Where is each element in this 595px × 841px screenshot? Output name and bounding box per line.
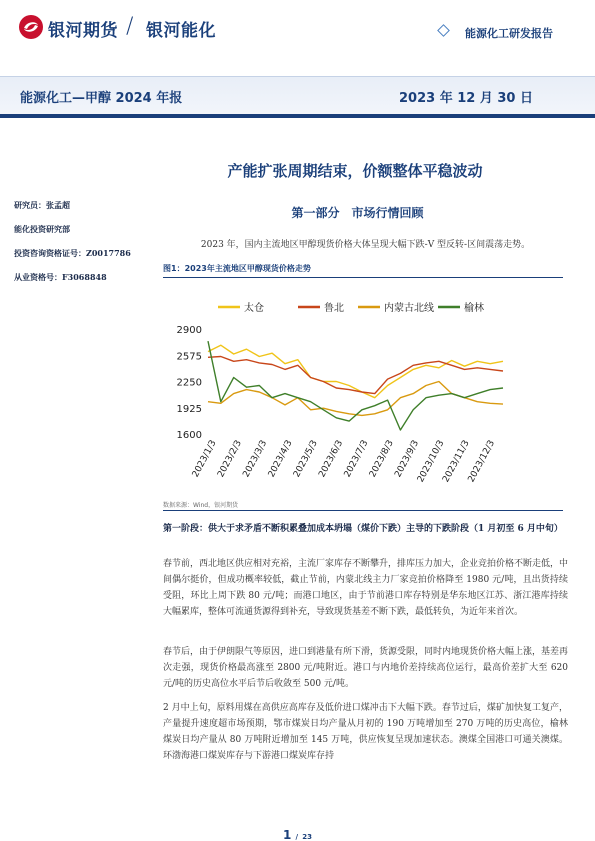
y-tick-label: 2250 bbox=[176, 377, 202, 389]
page-sep: / bbox=[295, 833, 299, 841]
author-info bbox=[14, 193, 142, 289]
brand-name: 银河期货 bbox=[48, 21, 118, 41]
page-number bbox=[0, 828, 595, 841]
department: 能化投资研究部 bbox=[14, 224, 70, 234]
x-tick-label: 2023/10/3 bbox=[415, 438, 447, 485]
x-tick-label: 2023/5/3 bbox=[292, 438, 320, 480]
legend-label: 内蒙古北线 bbox=[384, 303, 434, 314]
report-type: 能源化工研发报告 bbox=[465, 27, 553, 40]
figure-caption: 图1：2023年主流地区甲醇现货价格走势 bbox=[163, 263, 563, 278]
intro-paragraph: 2023 年，国内主流地区甲醇现货价格大体呈现大幅下跌-V 型反转-区间震荡走势。 bbox=[200, 240, 531, 250]
page-total: 23 bbox=[302, 833, 313, 841]
stage-heading: 第一阶段：供大于求矛盾不断积累叠加成本坍塌（煤价下跌）主导的下跌阶段（1 月初至 6 月中旬） bbox=[163, 524, 563, 534]
x-tick-label: 2023/8/3 bbox=[367, 438, 396, 480]
x-tick-label: 2023/4/3 bbox=[266, 438, 295, 480]
x-tick-label: 2023/9/3 bbox=[393, 438, 422, 480]
price-trend-chart bbox=[163, 279, 563, 491]
y-tick-label: 1925 bbox=[176, 403, 202, 415]
practice-number: 从业资格号：F3068848 bbox=[14, 272, 107, 282]
x-tick-label: 2023/7/3 bbox=[342, 438, 371, 480]
paragraph-1: 春节前，西北地区供应相对充裕，主流厂家库存不断攀升，排库压力加大，企业竞拍价格不断走低，中间偶尔挺价，但成功概率较低，截止节前，内蒙北线主力厂家竞拍价格降至 1980 元/吨，且出货持续受阻，环比上周下跌 80 元/吨；而港口地区，由于节前港口库存特别是华东地区江苏、浙江港库持续大幅累库，整体可流通货源得到补充，导致现货基差不断下跌，最低转负，为近年来首次。 bbox=[163, 559, 569, 617]
brand-subname: 银河能化 bbox=[146, 21, 216, 41]
x-tick-label: 2023/6/3 bbox=[317, 438, 346, 480]
x-tick-label: 2023/3/3 bbox=[241, 438, 270, 480]
x-tick-label: 2023/1/3 bbox=[190, 438, 219, 480]
report-date: 2023 年 12 月 30 日 bbox=[399, 91, 533, 106]
x-tick-label: 2023/2/3 bbox=[216, 438, 244, 480]
paragraph-3: 2 月中上旬，原料用煤在高供应高库存及低价进口煤冲击下大幅下跌。春节过后，煤矿加快复工复产，产量提升速度超市场预期，鄂市煤炭日均产量从月初的 190 万吨增加至 270 万吨的历史高位，榆林煤炭日均产量从 80 万吨附近增加至 145 万吨，供应恢复呈现加速状态。澳煤全国港口可通关澳煤。环渤海港口煤炭库存与下游港口煤炭库存持 bbox=[163, 703, 568, 761]
section-title: 第一部分 市场行情回顾 bbox=[291, 206, 424, 220]
page-header bbox=[0, 0, 595, 62]
page-current: 1 bbox=[282, 828, 292, 841]
qualification-number: 投资咨询资格证号：Z0017786 bbox=[14, 248, 131, 258]
report-band bbox=[0, 76, 595, 118]
paragraph-2: 春节后，由于伊朗限气等原因，进口到港量有所下滑，货源受限，同时内地现货价格大幅上涨，基差再次走强，现货价格最高涨至 2800 元/吨附近。港口与内地价差持续高位运行，最高价差扩大至 620 元/吨的历史高位水平后节后收敛至 500 元/吨。 bbox=[163, 647, 569, 689]
legend-label: 太仓 bbox=[244, 303, 264, 314]
researcher: 研究员：张孟超 bbox=[14, 200, 70, 210]
diamond-icon bbox=[437, 24, 450, 37]
y-tick-label: 1600 bbox=[176, 430, 202, 441]
x-tick-label: 2023/11/3 bbox=[441, 438, 472, 485]
band-strip bbox=[0, 114, 595, 118]
legend-label: 鲁北 bbox=[324, 303, 344, 314]
page-title: 产能扩张周期结束，价额整体平稳波动 bbox=[227, 162, 483, 180]
legend-label: 榆林 bbox=[464, 303, 484, 314]
y-tick-label: 2575 bbox=[176, 351, 202, 363]
report-title: 能源化工—甲醇 2024 年报 bbox=[20, 91, 183, 106]
brand-separator: / bbox=[126, 14, 134, 39]
series-line bbox=[208, 345, 503, 398]
x-tick-label: 2023/12/3 bbox=[466, 438, 498, 485]
y-tick-label: 2900 bbox=[176, 325, 202, 336]
source-divider bbox=[163, 510, 563, 511]
figure-source: 数据来源：Wind，银河期货 bbox=[163, 502, 239, 509]
galaxy-logo-icon bbox=[18, 14, 44, 40]
series-line bbox=[208, 341, 503, 430]
